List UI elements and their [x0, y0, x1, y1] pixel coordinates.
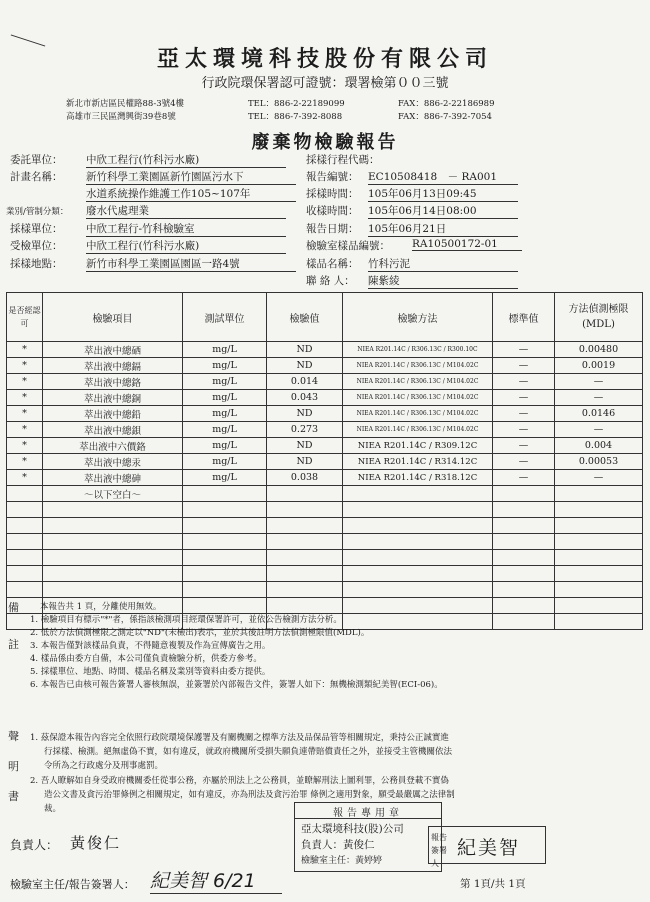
- table-cell: [43, 566, 183, 582]
- table-cell: [493, 502, 555, 518]
- table-row: [7, 566, 643, 582]
- inspected-unit-value: 中欣工程行(竹科污水廠): [86, 238, 286, 254]
- table-cell: ND: [267, 406, 343, 422]
- table-cell: [343, 502, 493, 518]
- notes-page-count: 本報告共 1 頁，分離使用無效。: [40, 602, 162, 612]
- lab-director-signature: 紀美智 6/21: [150, 866, 282, 894]
- table-cell: —: [493, 422, 555, 438]
- table-cell: *: [7, 342, 43, 358]
- table-cell: NIEA R201.14C / R306.13C / M104.02C: [343, 390, 493, 406]
- table-row: [7, 502, 643, 518]
- table-row: [7, 358, 643, 374]
- table-cell: [343, 534, 493, 550]
- table-cell: ND: [267, 454, 343, 470]
- sampling-site-label: 採樣地點：: [10, 258, 63, 270]
- table-cell: mg/L: [183, 422, 267, 438]
- receipt-time-label: 收樣時間：: [306, 205, 359, 217]
- signer-seal: [428, 826, 546, 868]
- table-row: [7, 422, 643, 438]
- project-value-line2: 水道系統操作維護工作105~107年: [86, 186, 296, 202]
- table-cell: *: [7, 374, 43, 390]
- table-cell: 0.014: [267, 374, 343, 390]
- receipt-time-value: 105年06月14日08:00: [368, 203, 518, 219]
- header-accredited: 是否經認可: [7, 293, 43, 342]
- table-cell: —: [555, 374, 643, 390]
- signer-seal-label: 報告簽署人: [431, 833, 447, 868]
- table-cell: 0.273: [267, 422, 343, 438]
- table-cell: [493, 582, 555, 598]
- table-cell: [7, 534, 43, 550]
- table-cell: [43, 518, 183, 534]
- project-label: 計畫名稱：: [10, 171, 63, 183]
- table-cell: —: [493, 406, 555, 422]
- table-cell: [183, 518, 267, 534]
- notes-side-zhu: 註: [8, 638, 19, 651]
- table-row: [7, 582, 643, 598]
- table-cell: [183, 502, 267, 518]
- address-north: 新北市新店區民權路88-3號4樓: [66, 99, 185, 109]
- table-cell: mg/L: [183, 454, 267, 470]
- address-south: 高雄市三民區灣興街39巷8號: [66, 112, 176, 122]
- declaration-side-1: 聲: [8, 730, 19, 743]
- page-number: 第 1頁/共 1頁: [460, 878, 526, 890]
- table-cell: [183, 582, 267, 598]
- table-cell: *: [7, 390, 43, 406]
- table-cell: [493, 534, 555, 550]
- table-cell: 萃出液中總汞: [43, 454, 183, 470]
- contact-value: 陳紫綾: [368, 273, 518, 289]
- industry-label: 業別/管制分類：: [6, 207, 69, 217]
- table-cell: 萃出液中總鎘: [43, 358, 183, 374]
- table-row: [7, 406, 643, 422]
- report-no-value: EC10508418 － RA001: [368, 169, 518, 185]
- table-cell: [267, 502, 343, 518]
- table-cell: mg/L: [183, 438, 267, 454]
- table-cell: [555, 502, 643, 518]
- table-row: [7, 390, 643, 406]
- table-cell: —: [493, 374, 555, 390]
- table-cell: [343, 518, 493, 534]
- sampling-time-label: 採樣時間：: [306, 188, 359, 200]
- table-cell: mg/L: [183, 390, 267, 406]
- seal-lab: 檢驗室主任：黃婷婷: [301, 856, 383, 866]
- table-cell: [7, 518, 43, 534]
- lab-sample-no-label: 檢驗室樣品編號：: [306, 240, 390, 252]
- report-title: 廢棄物檢驗報告: [251, 132, 399, 153]
- seal-head: 負責人：黃俊仁: [301, 839, 375, 851]
- declaration-line: 裁。: [44, 804, 62, 814]
- table-cell: 萃出液中總鉻: [43, 374, 183, 390]
- declaration-line: 行採樣、檢測。絕無虛偽不實，如有違反，就政府機關所受損失願負連帶賠償責任之外，並接受主管機關依法: [44, 747, 453, 757]
- seal-title: 報告專用章: [295, 804, 441, 819]
- notes-side-bei: 備: [8, 601, 19, 614]
- report-date-value: 105年06月21日: [368, 221, 518, 237]
- table-cell: [7, 582, 43, 598]
- header-value: 檢驗值: [267, 293, 343, 342]
- table-cell: —: [493, 438, 555, 454]
- table-cell: [493, 486, 555, 502]
- table-cell: —: [493, 342, 555, 358]
- table-row: [7, 534, 643, 550]
- contact-label: 聯 絡 人：: [306, 275, 355, 287]
- table-cell: 0.043: [267, 390, 343, 406]
- table-cell: [43, 582, 183, 598]
- table-cell: [267, 534, 343, 550]
- note-item: 3. 本報告僅對該樣品負責，不得隨意複製及作為宣傳廣告之用。: [30, 641, 271, 651]
- seal-company: 亞太環境科技(股)公司: [301, 823, 404, 835]
- table-cell: [493, 550, 555, 566]
- table-cell: ～以下空白～: [43, 486, 183, 502]
- table-cell: 0.038: [267, 470, 343, 486]
- declaration-line: 2. 吾人瞭解如自身受政府機關委任從事公務，亦屬於刑法上之公務員，並瞭解刑法上圖利罪，公務員登載不實偽: [30, 776, 449, 786]
- note-item: 5. 採樣單位、地點、時間、樣品名稱及業別等資料由委方提供。: [30, 667, 271, 677]
- note-item: 1. 檢驗項目有標示"*"者，係指該檢測項目經環保署許可，並依公告檢測方法分析。: [30, 615, 342, 625]
- table-cell: 萃出液中總砷: [43, 470, 183, 486]
- table-cell: [43, 550, 183, 566]
- table-cell: 萃出液中總鉛: [43, 406, 183, 422]
- client-label: 委託單位：: [10, 154, 63, 166]
- table-cell: [183, 534, 267, 550]
- responsible-label: 負責人：: [10, 838, 59, 852]
- table-cell: —: [555, 390, 643, 406]
- client-value: 中欣工程行(竹科污水廠): [86, 152, 286, 168]
- table-cell: [555, 550, 643, 566]
- table-cell: mg/L: [183, 406, 267, 422]
- table-cell: mg/L: [183, 470, 267, 486]
- table-cell: *: [7, 454, 43, 470]
- sampling-site-value: 新竹市科學工業園區園區一路4號: [86, 256, 296, 272]
- header-item: 檢驗項目: [43, 293, 183, 342]
- sampling-time-value: 105年06月13日09:45: [368, 186, 518, 202]
- lab-sample-no-value: RA10500172-01: [412, 238, 522, 251]
- table-cell: [493, 518, 555, 534]
- license-number: 行政院環保署認可證號：環署檢第００三號: [201, 76, 449, 91]
- table-cell: ND: [267, 358, 343, 374]
- table-cell: [267, 486, 343, 502]
- declaration-side-3: 書: [8, 790, 19, 803]
- lab-director-label: 檢驗室主任/報告簽署人：: [10, 878, 135, 891]
- table-cell: 0.0019: [555, 358, 643, 374]
- table-cell: [555, 518, 643, 534]
- table-cell: 0.004: [555, 438, 643, 454]
- signer-seal-name: 紀美智: [457, 837, 521, 859]
- table-cell: [267, 550, 343, 566]
- table-cell: —: [493, 454, 555, 470]
- table-cell: —: [555, 470, 643, 486]
- table-cell: [7, 550, 43, 566]
- table-cell: —: [493, 358, 555, 374]
- project-value-line1: 新竹科學工業園區新竹園區污水下: [86, 169, 296, 185]
- fax-north: FAX：886-2-22186989: [398, 99, 495, 109]
- declaration-side-2: 明: [8, 760, 19, 773]
- trip-code-label: 採樣行程代碼：: [306, 154, 380, 166]
- table-cell: NIEA R201.14C / R314.12C: [343, 454, 493, 470]
- note-item: 2. 低於方法偵測極限之測定以"ND"(未檢出)表示，並於其後註明方法偵測極限值(MDL)。: [30, 628, 370, 638]
- table-cell: [7, 566, 43, 582]
- table-cell: NIEA R201.14C / R306.13C / M104.02C: [343, 422, 493, 438]
- table-cell: [343, 566, 493, 582]
- report-seal: [294, 802, 442, 872]
- sample-name-value: 竹科污泥: [368, 256, 518, 272]
- industry-value: 廢水代處理業: [86, 203, 286, 219]
- company-name: 亞太環境科技股份有限公司: [156, 46, 493, 72]
- table-cell: [343, 550, 493, 566]
- table-cell: [343, 486, 493, 502]
- table-cell: *: [7, 406, 43, 422]
- table-cell: —: [493, 470, 555, 486]
- table-cell: mg/L: [183, 358, 267, 374]
- table-cell: ND: [267, 342, 343, 358]
- table-header-row: [7, 293, 643, 342]
- table-cell: NIEA R201.14C / R306.13C / M104.02C: [343, 358, 493, 374]
- note-item: 4. 樣品係由委方自備，本公司僅負責檢驗分析，供委方參考。: [30, 654, 262, 664]
- table-row: [7, 454, 643, 470]
- header-mdl: 方法偵測極限(MDL): [555, 293, 643, 342]
- table-cell: NIEA R201.14C / R306.13C / R300.10C: [343, 342, 493, 358]
- table-cell: 萃出液中總鋇: [43, 422, 183, 438]
- tel-north: TEL：886-2-22189099: [248, 99, 345, 109]
- table-cell: NIEA R201.14C / R306.13C / M104.02C: [343, 406, 493, 422]
- report-date-label: 報告日期：: [306, 223, 359, 235]
- table-cell: mg/L: [183, 374, 267, 390]
- header-unit: 測試單位: [183, 293, 267, 342]
- table-cell: *: [7, 438, 43, 454]
- sampling-unit-value: 中欣工程行-竹科檢驗室: [86, 221, 286, 237]
- header-standard: 標準值: [493, 293, 555, 342]
- table-cell: *: [7, 470, 43, 486]
- results-table: [6, 292, 643, 630]
- table-cell: 0.00480: [555, 342, 643, 358]
- table-cell: [555, 486, 643, 502]
- table-row: [7, 486, 643, 502]
- table-cell: ND: [267, 438, 343, 454]
- table-row: [7, 374, 643, 390]
- table-cell: 萃出液中總硒: [43, 342, 183, 358]
- table-row: [7, 550, 643, 566]
- table-cell: 0.0146: [555, 406, 643, 422]
- responsible-name: 黃俊仁: [70, 834, 122, 852]
- table-cell: —: [493, 390, 555, 406]
- table-row: [7, 470, 643, 486]
- table-cell: [555, 566, 643, 582]
- header-method: 檢驗方法: [343, 293, 493, 342]
- table-cell: [43, 502, 183, 518]
- sample-name-label: 樣品名稱：: [306, 258, 359, 270]
- table-row: [7, 438, 643, 454]
- declaration-line: 造公文書及貪污治罪條例之相關規定，如有違反，亦為刑法及貪污治罪 條例之適用對象，願受最嚴厲之法律制: [44, 790, 455, 800]
- table-cell: —: [555, 422, 643, 438]
- table-cell: [267, 566, 343, 582]
- declaration-line: 1. 茲保證本報告內容完全依照行政院環境保護署及有關機關之標準方法及品保品管等相關規定，秉持公正誠實進: [30, 733, 449, 743]
- declaration-line: 令所為之行政處分及刑事處罰。: [44, 761, 164, 771]
- inspected-unit-label: 受檢單位：: [10, 240, 63, 252]
- table-cell: [267, 582, 343, 598]
- table-cell: [555, 582, 643, 598]
- table-cell: NIEA R201.14C / R309.12C: [343, 438, 493, 454]
- table-row: [7, 342, 643, 358]
- table-cell: *: [7, 422, 43, 438]
- table-cell: 萃出液中六價鉻: [43, 438, 183, 454]
- table-cell: [493, 566, 555, 582]
- table-row: [7, 518, 643, 534]
- table-cell: 0.00053: [555, 454, 643, 470]
- table-cell: NIEA R201.14C / R318.12C: [343, 470, 493, 486]
- table-cell: 萃出液中總銅: [43, 390, 183, 406]
- tel-south: TEL：886-7-392-8088: [248, 112, 343, 122]
- table-cell: [267, 518, 343, 534]
- table-cell: [183, 550, 267, 566]
- table-cell: [7, 486, 43, 502]
- table-cell: [555, 534, 643, 550]
- table-cell: mg/L: [183, 342, 267, 358]
- fax-south: FAX：886-7-392-7054: [398, 112, 492, 122]
- report-no-label: 報告編號：: [306, 171, 359, 183]
- note-item: 6. 本報告已由核可報告簽署人審核無誤，並簽署於內部報告文件，簽署人如下：無機檢測類紀美智(ECI-06)。: [30, 680, 443, 690]
- table-cell: [7, 502, 43, 518]
- table-cell: [43, 534, 183, 550]
- table-cell: [183, 566, 267, 582]
- table-cell: NIEA R201.14C / R306.13C / M104.02C: [343, 374, 493, 390]
- table-cell: *: [7, 358, 43, 374]
- sampling-unit-label: 採樣單位：: [10, 223, 63, 235]
- table-cell: [183, 486, 267, 502]
- table-cell: [343, 582, 493, 598]
